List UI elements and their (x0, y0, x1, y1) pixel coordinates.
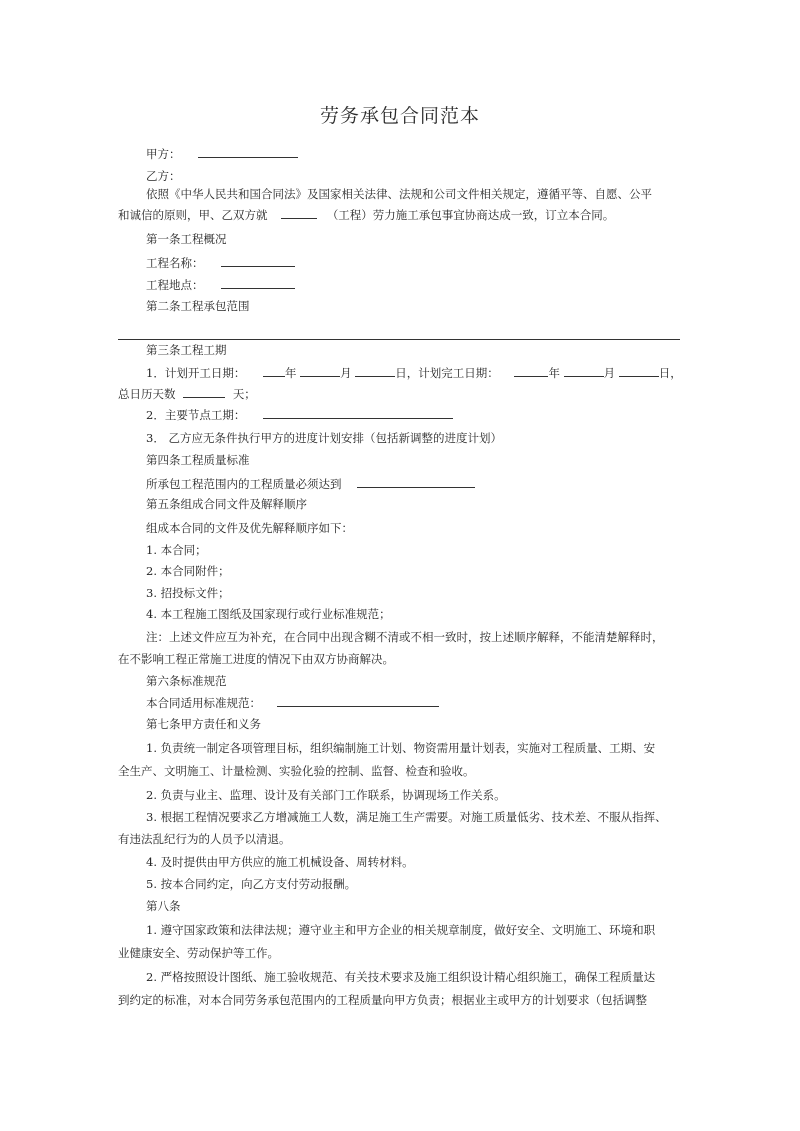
article-8-heading: 第八条 (146, 899, 181, 913)
end-year-unit: 年 (548, 366, 560, 380)
start-month-blank (300, 366, 340, 377)
project-site-label: 工程地点： (146, 278, 204, 292)
calendar-days-label: 总日历天数 (118, 387, 176, 401)
standards-blank (277, 696, 439, 707)
intro-line-2 (118, 208, 614, 223)
end-day-blank (619, 366, 659, 377)
end-month-blank (564, 366, 604, 377)
start-month-unit: 月 (340, 366, 352, 380)
article-6-heading: 第六条标准规范 (146, 674, 227, 688)
project-site-blank (221, 278, 295, 289)
project-site-line (146, 278, 295, 293)
planned-start-label: 1．计划开工日期： (146, 366, 246, 380)
duty-a-5: 5. 按本合同约定，向乙方支付劳动报酬。 (146, 877, 357, 891)
duty-b-1-line-1: 1. 遵守国家政策和法律法规；遵守业主和甲方企业的相关规章制度，做好安全、文明施工、环境和职 (146, 923, 656, 937)
party-a-label: 甲方： (146, 147, 181, 161)
quality-label: 所承包工程范围内的工程质量必须达到 (146, 477, 342, 491)
doc-item-1: 1. 本合同； (146, 543, 207, 557)
intro-blank (281, 208, 317, 219)
milestone-blank (263, 408, 453, 419)
quality-line (146, 477, 475, 492)
document-title: 劳务承包合同范本 (319, 105, 480, 127)
duty-b-2-line-2: 到约定的标准，对本合同劳务承包范围内的工程质量向甲方负责；根据业主或甲方的计划要求（包括调整 (118, 993, 647, 1007)
article-5-intro: 组成本合同的文件及优先解释顺序如下： (146, 521, 353, 535)
party-a-blank (198, 147, 298, 158)
article-5-heading: 第五条组成合同文件及解释顺序 (146, 497, 307, 511)
duty-b-2-line-1: 2. 严格按照设计图纸、施工验收规范、有关技术要求及施工组织设计精心组织施工，确保工程质量达 (146, 970, 656, 984)
schedule-clause: 3． 乙方应无条件执行甲方的进度计划安排（包括新调整的进度计划） (146, 431, 502, 445)
scope-blank-line (118, 339, 680, 340)
standards-label: 本合同适用标准规范： (146, 696, 261, 710)
start-day-blank (355, 366, 395, 377)
article-4-heading: 第四条工程质量标准 (146, 453, 250, 467)
doc-item-3: 3. 招投标文件； (146, 586, 230, 600)
duty-a-3-line-2: 有违法乱纪行为的人员予以清退。 (118, 832, 291, 846)
end-day-unit: 日， (658, 366, 682, 380)
doc-item-4: 4. 本工程施工图纸及国家现行或行业标准规范； (146, 607, 391, 621)
start-day-unit: 日，计划完工日期： (395, 366, 499, 380)
project-name-blank (221, 256, 295, 267)
duty-a-1-line-2: 全生产、文明施工、计量检测、实验化验的控制、监督、检查和验收。 (118, 764, 475, 778)
article-3-heading: 第三条工程工期 (146, 343, 227, 357)
end-year-blank (514, 366, 548, 377)
project-name-label: 工程名称： (146, 256, 204, 270)
milestone-label: 2．主要节点工期： (146, 408, 246, 422)
duty-a-1-line-1: 1. 负责统一制定各项管理目标，组织编制施工计划、物资需用量计划表，实施对工程质量、工期、安 (146, 741, 656, 755)
intro-line-2-b: （工程）劳力施工承包事宜协商达成一致，订立本合同。 (326, 208, 615, 222)
milestone-line (146, 408, 453, 423)
party-b-label: 乙方： (146, 169, 181, 183)
intro-line-2-a: 和诚信的原则，甲、乙双方就 (118, 208, 268, 222)
planned-dates-line (146, 366, 682, 381)
party-a-line (146, 147, 298, 162)
standards-line (146, 696, 439, 711)
intro-line-1: 依照《中华人民共和国合同法》及国家相关法律、法规和公司文件相关规定，遵循平等、自愿、公平 (146, 187, 652, 201)
calendar-days-blank (183, 387, 225, 398)
end-month-unit: 月 (603, 366, 616, 380)
article-7-heading: 第七条甲方责任和义务 (146, 717, 261, 731)
doc-item-2: 2. 本合同附件； (146, 564, 230, 578)
start-year-blank (263, 366, 285, 377)
duty-a-2: 2. 负责与业主、监理、设计及有关部门工作联系，协调现场工作关系。 (146, 788, 506, 802)
calendar-days-unit: 天； (232, 387, 256, 401)
project-name-line (146, 256, 295, 271)
duty-a-3-line-1: 3. 根据工程情况要求乙方增减施工人数，满足施工生产需要。对施工质量低劣、技术差、不服从指挥、 (146, 810, 667, 824)
calendar-days-line (118, 387, 256, 402)
article-1-heading: 第一条工程概况 (146, 232, 227, 246)
start-year-unit: 年 (284, 366, 297, 380)
note-line-2: 在不影响工程正常施工进度的情况下由双方协商解决。 (118, 652, 394, 666)
duty-b-1-line-2: 业健康安全、劳动保护等工作。 (118, 946, 279, 960)
quality-blank (357, 477, 475, 488)
duty-a-4: 4. 及时提供由甲方供应的施工机械设备、周转材料。 (146, 855, 414, 869)
article-2-heading: 第二条工程承包范围 (146, 299, 250, 313)
note-line-1: 注：上述文件应互为补充，在合同中出现含糊不清或不相一致时，按上述顺序解释，不能清楚解释时， (146, 630, 664, 644)
